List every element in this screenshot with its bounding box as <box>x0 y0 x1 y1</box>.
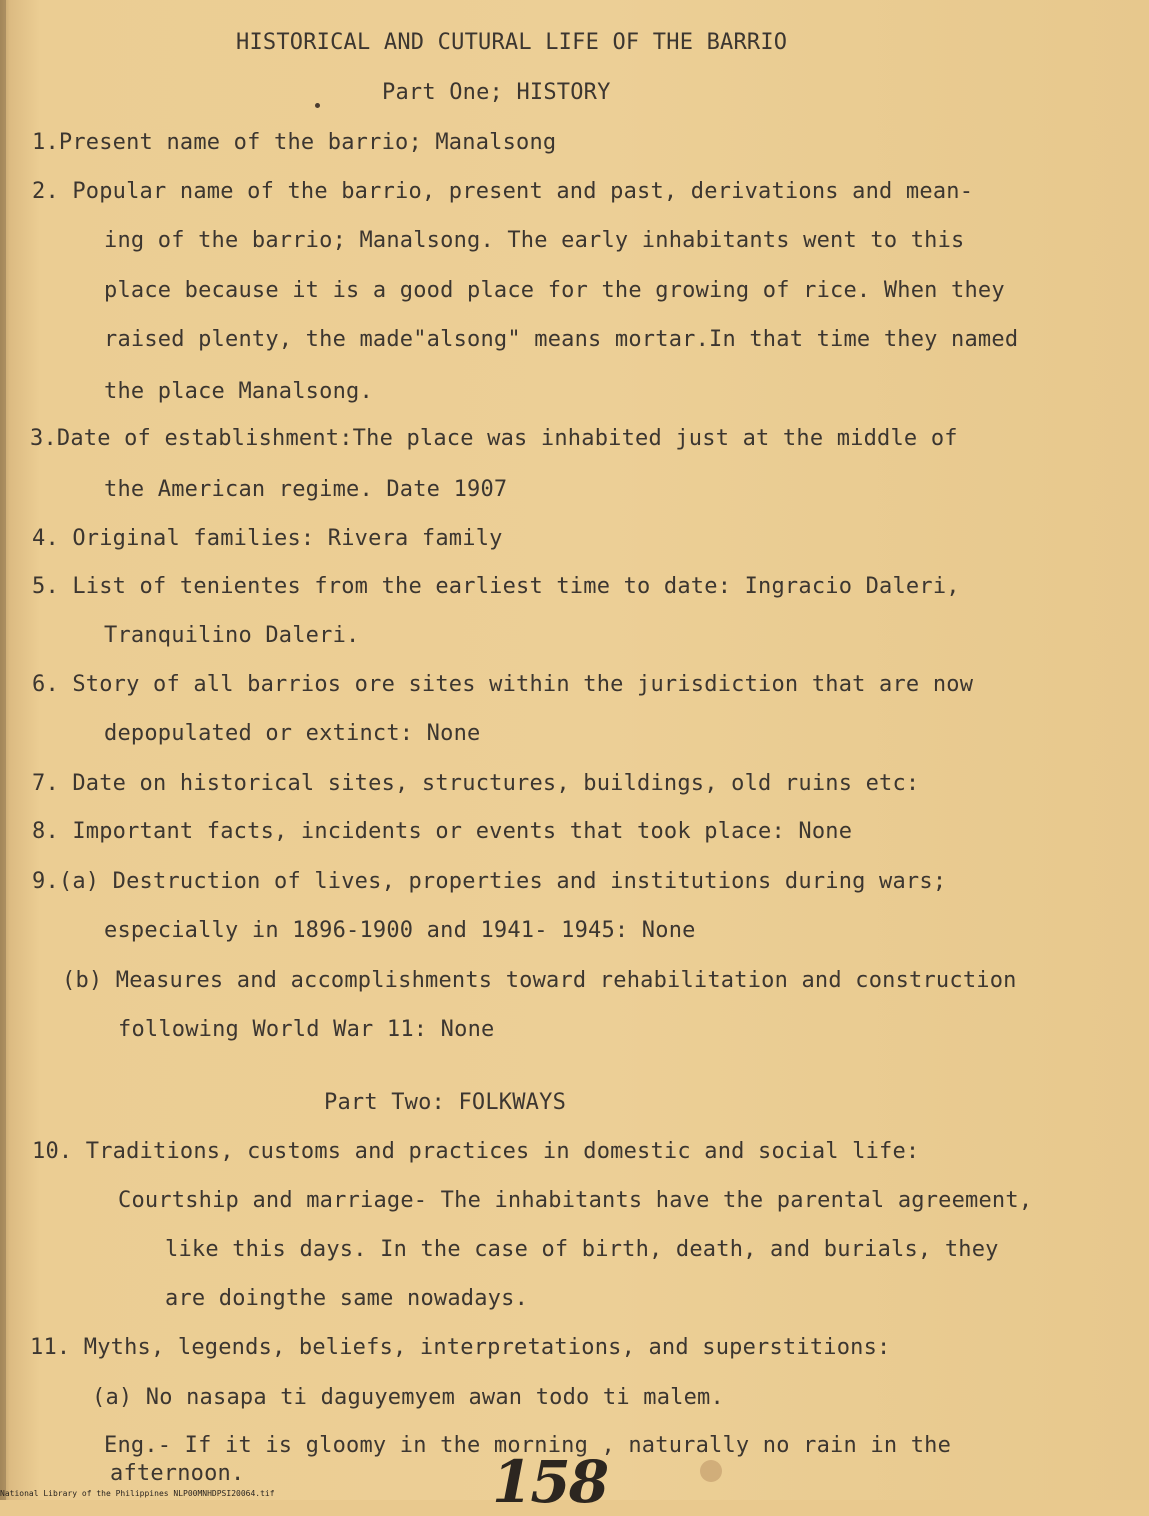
item-11: 11. Myths, legends, beliefs, interpretations, and superstitions: <box>30 1335 891 1360</box>
item-9b-line: following World War 11: None <box>118 1017 495 1042</box>
item-2-line: ing of the barrio; Manalsong. The early inhabitants went to this <box>104 228 965 253</box>
archive-footer: National Library of the Philippines NLP00MNHDPSI20064.tif <box>0 1489 275 1498</box>
item-9a-line: especially in 1896-1900 and 1941- 1945: None <box>104 918 696 943</box>
item-9a: 9.(a) Destruction of lives, properties and institutions during wars; <box>32 869 947 894</box>
ink-smudge <box>700 1460 722 1482</box>
item-2-line: the place Manalsong. <box>104 379 373 404</box>
item-11a-english: Eng.- If it is gloomy in the morning , naturally no rain in the <box>104 1433 952 1458</box>
item-10-line: like this days. In the case of birth, death, and burials, they <box>165 1237 999 1262</box>
item-6: 6. Story of all barrios ore sites within the jurisdiction that are now <box>32 672 974 697</box>
ink-dot <box>315 103 320 108</box>
document-title: HISTORICAL AND CUTURAL LIFE OF THE BARRIO <box>236 30 788 55</box>
item-1: 1.Present name of the barrio; Manalsong <box>32 130 557 155</box>
item-6-line: depopulated or extinct: None <box>104 721 481 746</box>
page-edge-shadow <box>0 0 6 1500</box>
item-11a-english-line: afternoon. <box>110 1461 245 1486</box>
item-3: 3.Date of establishment:The place was inhabited just at the middle of <box>30 426 958 451</box>
item-11a: (a) No nasapa ti daguyemyem awan todo ti malem. <box>92 1385 724 1410</box>
part-two-heading: Part Two: FOLKWAYS <box>324 1090 567 1115</box>
item-2-line: raised plenty, the made"alsong" means mortar.In that time they named <box>104 327 1019 352</box>
item-2: 2. Popular name of the barrio, present and past, derivations and mean- <box>32 179 974 204</box>
item-9b: (b) Measures and accomplishments toward rehabilitation and construction <box>62 968 1017 993</box>
item-2-line: place because it is a good place for the growing of rice. When they <box>104 278 1005 303</box>
item-8: 8. Important facts, incidents or events that took place: None <box>32 819 853 844</box>
item-7: 7. Date on historical sites, structures, buildings, old ruins etc: <box>32 771 920 796</box>
item-3-line: the American regime. Date 1907 <box>104 477 508 502</box>
item-10-line: Courtship and marriage- The inhabitants have the parental agreement, <box>118 1188 1033 1213</box>
item-5-line: Tranquilino Daleri. <box>104 623 360 648</box>
part-one-heading: Part One; HISTORY <box>382 80 611 105</box>
item-4: 4. Original families: Rivera family <box>32 526 503 551</box>
item-10-line: are doingthe same nowadays. <box>165 1286 529 1311</box>
item-5: 5. List of tenientes from the earliest time to date: Ingracio Daleri, <box>32 574 960 599</box>
page-number: 158 <box>492 1448 608 1516</box>
item-10: 10. Traditions, customs and practices in domestic and social life: <box>32 1139 920 1164</box>
